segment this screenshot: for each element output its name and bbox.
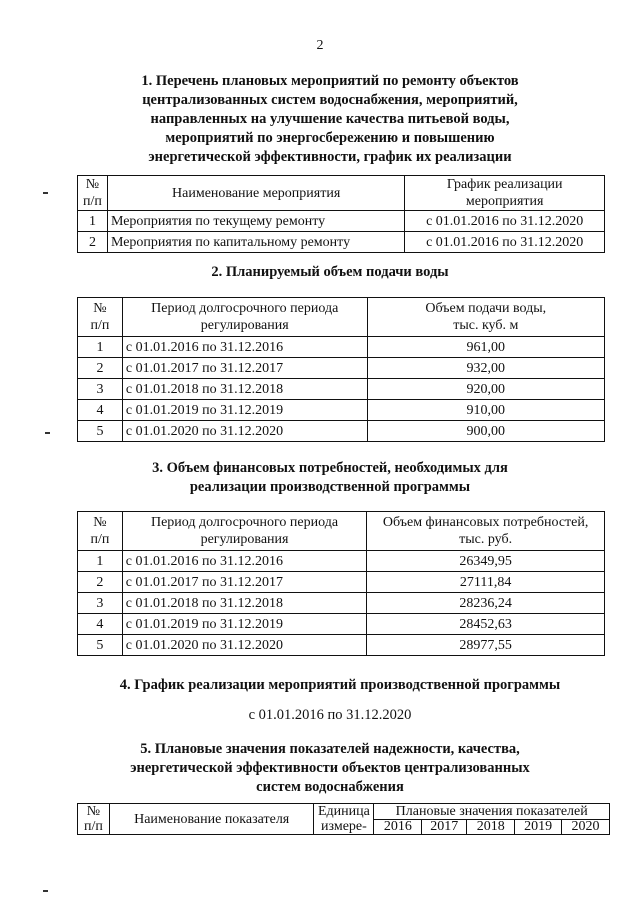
section4-heading: 4. График реализации мероприятий производственной программы: [119, 677, 561, 693]
period: с 01.01.2016 по 31.12.2016: [122, 551, 366, 572]
row-number: 1: [78, 211, 108, 232]
row-number: 5: [78, 635, 123, 656]
col-number-header: № п/п: [78, 804, 110, 835]
period: с 01.01.2020 по 31.12.2020: [122, 421, 367, 442]
scan-mark: [45, 432, 50, 434]
page-number: 2: [316, 38, 324, 53]
volume-value: 910,00: [367, 400, 604, 421]
table-row: [78, 211, 605, 232]
measure-name: Мероприятия по текущему ремонту: [107, 211, 404, 232]
table-row: [78, 635, 605, 656]
section3-heading-line: 3. Объем финансовых потребностей, необходимых для: [152, 460, 508, 476]
table-row: [78, 421, 605, 442]
row-number: 3: [78, 593, 123, 614]
row-number: 2: [78, 358, 123, 379]
col-name-header: Наименование мероприятия: [107, 176, 404, 211]
measure-period: с 01.01.2016 по 31.12.2020: [405, 232, 605, 253]
table-row: [78, 400, 605, 421]
row-number: 2: [78, 232, 108, 253]
finance-value: 28236,24: [367, 593, 605, 614]
col-number-header: № п/п: [78, 512, 123, 551]
year-header: 2016: [374, 819, 422, 835]
table-row: [78, 614, 605, 635]
period: с 01.01.2020 по 31.12.2020: [122, 635, 366, 656]
water-volume-table: [77, 297, 605, 442]
table-row: [78, 551, 605, 572]
period: с 01.01.2017 по 31.12.2017: [122, 572, 366, 593]
measures-table: [77, 175, 605, 253]
year-header: 2018: [467, 819, 515, 835]
section3-heading: [90, 459, 570, 497]
section1-heading-line: мероприятий по энергосбережению и повышению: [165, 130, 495, 146]
volume-value: 900,00: [367, 421, 604, 442]
col-number-header: № п/п: [78, 176, 108, 211]
col-unit-header: Единица измере-: [314, 804, 374, 835]
row-number: 3: [78, 379, 123, 400]
volume-value: 932,00: [367, 358, 604, 379]
col-period-header: Период долгосрочного периода регулирования: [122, 298, 367, 337]
section1-heading-line: направленных на улучшение качества питьевой воды,: [150, 111, 510, 127]
row-number: 1: [78, 337, 123, 358]
period: с 01.01.2019 по 31.12.2019: [122, 614, 366, 635]
section5-heading-line: систем водоснабжения: [256, 779, 404, 795]
finance-value: 26349,95: [367, 551, 605, 572]
row-number: 5: [78, 421, 123, 442]
section3-heading-line: реализации производственной программы: [189, 479, 471, 495]
period: с 01.01.2019 по 31.12.2019: [122, 400, 367, 421]
table-row: [78, 572, 605, 593]
table-row: [78, 379, 605, 400]
year-header: 2017: [422, 819, 467, 835]
volume-value: 920,00: [367, 379, 604, 400]
table-row: [78, 593, 605, 614]
section2-heading: 2. Планируемый объем подачи воды: [211, 264, 449, 280]
col-schedule-header: График реализации мероприятия: [405, 176, 605, 211]
period: с 01.01.2018 по 31.12.2018: [122, 593, 366, 614]
section5-heading-line: 5. Плановые значения показателей надежности, качества,: [140, 741, 520, 757]
indicators-table: [77, 803, 610, 835]
col-indicator-name-header: Наименование показателя: [109, 804, 314, 835]
row-number: 4: [78, 400, 123, 421]
col-number-header: № п/п: [78, 298, 123, 337]
section1-heading-line: энергетической эффективности, график их реализации: [148, 149, 512, 165]
table-header-row: [78, 298, 605, 337]
table-row: [78, 232, 605, 253]
table-header-row: [78, 804, 610, 820]
finance-value: 28977,55: [367, 635, 605, 656]
financial-needs-table: [77, 511, 605, 656]
col-period-header: Период долгосрочного периода регулирования: [122, 512, 366, 551]
measure-name: Мероприятия по капитальному ремонту: [107, 232, 404, 253]
table-header-row: [78, 176, 605, 211]
section1-heading-line: централизованных систем водоснабжения, мероприятий,: [142, 92, 518, 108]
table-row: [78, 337, 605, 358]
row-number: 2: [78, 572, 123, 593]
year-header: 2019: [515, 819, 562, 835]
col-volume-header: Объем подачи воды, тыс. куб. м: [367, 298, 604, 337]
col-planned-values-header: Плановые значения показателей: [374, 804, 610, 820]
finance-value: 28452,63: [367, 614, 605, 635]
scan-mark: [43, 192, 48, 194]
year-header: 2020: [562, 819, 610, 835]
volume-value: 961,00: [367, 337, 604, 358]
table-header-row: [78, 512, 605, 551]
measure-period: с 01.01.2016 по 31.12.2020: [405, 211, 605, 232]
scan-mark: [43, 890, 48, 892]
period: с 01.01.2016 по 31.12.2016: [122, 337, 367, 358]
table-row: [78, 358, 605, 379]
section4-period: с 01.01.2016 по 31.12.2020: [248, 707, 412, 723]
row-number: 4: [78, 614, 123, 635]
section5-heading: [80, 740, 580, 797]
section5-heading-line: энергетической эффективности объектов централизованных: [130, 760, 530, 776]
period: с 01.01.2017 по 31.12.2017: [122, 358, 367, 379]
section1-heading: [90, 72, 570, 167]
period: с 01.01.2018 по 31.12.2018: [122, 379, 367, 400]
row-number: 1: [78, 551, 123, 572]
section1-heading-line: 1. Перечень плановых мероприятий по ремонту объектов: [141, 73, 519, 89]
finance-value: 27111,84: [367, 572, 605, 593]
col-finance-header: Объем финансовых потребностей, тыс. руб.: [367, 512, 605, 551]
